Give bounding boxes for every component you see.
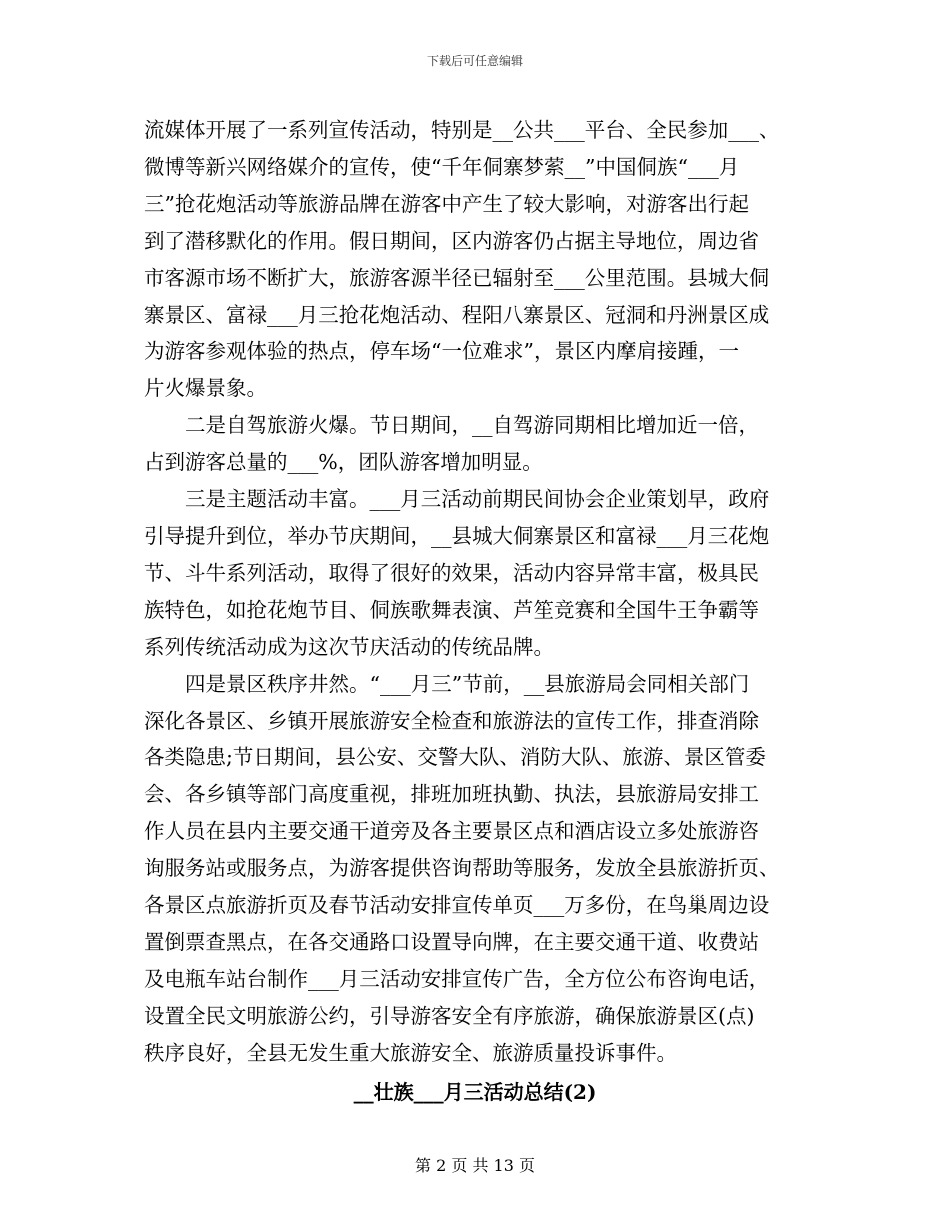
text-line: 秩序良好，全县无发生重大旅游安全、旅游质量投诉事件。: [144, 1040, 677, 1065]
text-line: 系列传统活动成为这次节庆活动的传统品牌。: [144, 634, 554, 659]
text-line: 各景区点旅游折页及春节活动安排宣传单页___万多份，在鸟巢周边设: [144, 893, 770, 918]
text-line: 市客源市场不断扩大，旅游客源半径已辐射至___公里范围。县城大侗: [144, 265, 770, 290]
text-line: 流媒体开展了一系列宣传活动，特别是__公共___平台、全民参加___、: [144, 118, 780, 142]
text-line: 节、斗牛系列活动，取得了很好的效果，活动内容异常丰富，极具民: [144, 560, 759, 585]
text-line: 及电瓶车站台制作___月三活动安排宣传广告，全方位公布咨询电话，: [144, 966, 770, 991]
section-heading: __壮族___月三活动总结(2): [353, 1080, 597, 1104]
page-header-note: 下载后可任意编辑: [426, 54, 523, 68]
text-line: 三”抢花炮活动等旅游品牌在游客中产生了较大影响，对游客出行起: [144, 191, 749, 216]
text-line: 设置全民文明旅游公约，引导游客安全有序旅游，确保旅游景区(点): [144, 1003, 755, 1028]
document-body: [144, 112, 806, 1072]
text-line: 深化各景区、乡镇开展旅游安全检查和旅游法的宣传工作，排查消除: [144, 708, 759, 733]
text-line: 为游客参观体验的热点，停车场“一位难求”，景区内摩肩接踵，一: [144, 339, 739, 364]
text-line: 二是自驾旅游火爆。节日期间，__自驾游同期相比增加近一倍，: [185, 413, 759, 438]
paragraph-3: [144, 481, 806, 666]
paragraph-4: [144, 666, 806, 1072]
text-line: 询服务站或服务点，为游客提供咨询帮助等服务，发放全县旅游折页、: [144, 856, 780, 881]
text-line: 寨景区、富禄___月三抢花炮活动、程阳八寨景区、冠洞和丹洲景区成: [144, 302, 770, 327]
text-line: 到了潜移默化的作用。假日期间，区内游客仍占据主导地位，周边省: [144, 228, 759, 253]
text-line: 族特色，如抢花炮节目、侗族歌舞表演、芦笙竞赛和全国牛王争霸等: [144, 597, 759, 622]
text-line: 四是景区秩序井然。“___月三”节前，__县旅游局会同相关部门: [185, 671, 750, 696]
text-line: 微博等新兴网络媒介的宣传，使“千年侗寨梦萦__”中国侗族“___月: [144, 154, 740, 179]
text-line: 各类隐患;节日期间，县公安、交警大队、消防大队、旅游、景区管委: [144, 745, 766, 770]
text-line: 作人员在县内主要交通干道旁及各主要景区点和酒店设立多处旅游咨: [144, 819, 759, 844]
paragraph-1: [144, 112, 806, 407]
page-number: 第 2 页 共 13 页: [415, 1156, 535, 1175]
text-line: 片火爆景象。: [144, 376, 267, 401]
paragraph-2: [144, 407, 806, 481]
text-line: 引导提升到位，举办节庆期间，__县城大侗寨景区和富禄___月三花炮: [144, 523, 770, 548]
text-line: 会、各乡镇等部门高度重视，排班加班执勤、执法，县旅游局安排工: [144, 782, 759, 807]
text-line: 占到游客总量的___%，团队游客增加明显。: [144, 450, 543, 475]
text-line: 三是主题活动丰富。___月三活动前期民间协会企业策划早，政府: [185, 487, 770, 512]
text-line: 置倒票查黑点，在各交通路口设置导向牌，在主要交通干道、收费站: [144, 929, 759, 954]
